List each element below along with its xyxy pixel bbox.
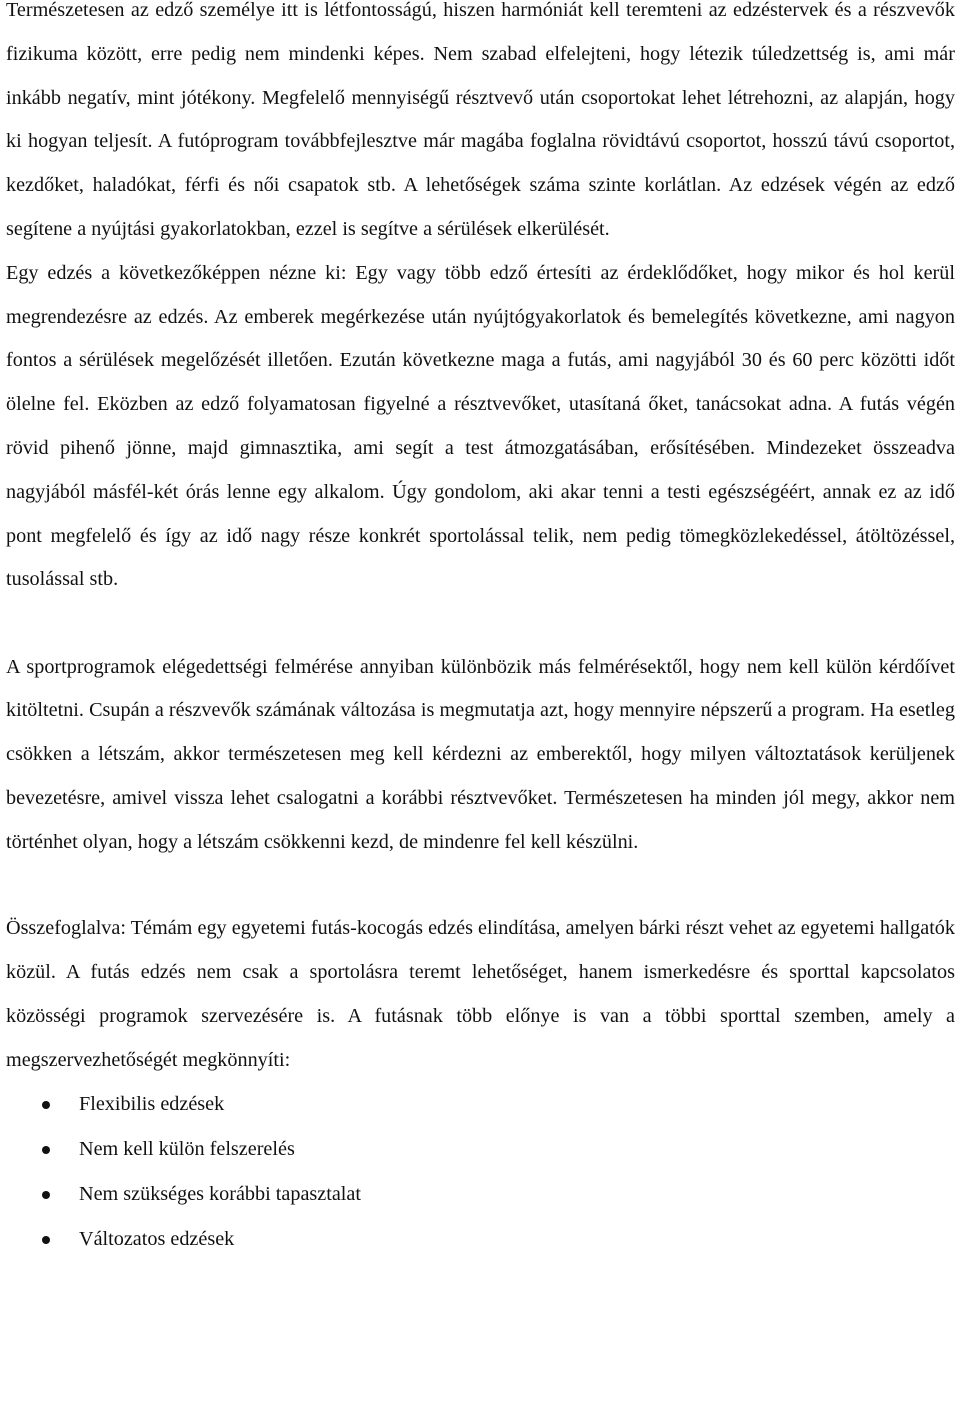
bullet-icon — [42, 1191, 50, 1199]
bullet-icon — [42, 1101, 50, 1109]
paragraph-satisfaction-survey: A sportprogramok elégedettségi felmérése annyiban különbözik más felmérésektől, hogy nem kell külön kérdőívet kitöltetni. Csupán a részvevők számának változása is megmutatja azt, hogy mennyire népszerű a program. Ha esetleg csökken a létszám, akkor természetesen meg kell kérdezni az emberektől, hogy milyen változtatások kerüljenek bevezetésre, amivel vissza lehet csalogatni a korábbi résztvevőket. Természetesen ha minden jól megy, akkor nem történhet olyan, hogy a létszám csökkenni kezd, de mindenre fel kell készülni. — [6, 655, 955, 853]
list-item — [6, 1217, 955, 1262]
list-item-text: Változatos edzések — [79, 1228, 235, 1251]
paragraph-summary: Összefoglalva: Témám egy egyetemi futás-kocogás edzés elindítása, amelyen bárki részt vehet az egyetemi hallgatók közül. A futás edzés nem csak a sportolásra teremt lehetőséget, hanem ismerkedésre és sporttal kapcsolatos közösségi programok szervezésére is. A futásnak több előnye is van a többi sporttal szemben, amely a megszervezhetőségét megkönnyíti: — [6, 917, 955, 1071]
list-item — [6, 1127, 955, 1172]
list-item-text: Nem kell külön felszerelés — [79, 1138, 295, 1161]
bullet-icon — [42, 1146, 50, 1154]
paragraph-trainer: Természetesen az edző személye itt is létfontosságú, hiszen harmóniát kell teremteni az edzéstervek és a részvevők fizikuma között, erre pedig nem mindenki képes. Nem szabad elfelejteni, hogy létezik túledzettség is, ami már inkább negatív, mint jótékony. Megfelelő mennyiségű résztvevő után csoportokat lehet létrehozni, az alapján, hogy ki hogyan teljesít. A futóprogram továbbfejlesztve már magába foglalna rövidtávú csoportot, hosszú távú csoportot, kezdőket, haladókat, férfi és női csapatok stb. A lehetőségek száma szinte korlátlan. Az edzések végén az edző segítene a nyújtási gyakorlatokban, ezzel is segítve a sérülések elkerülését. — [6, 0, 955, 240]
list-item-text: Flexibilis edzések — [79, 1093, 225, 1116]
list-item — [6, 1082, 955, 1127]
advantages-list — [6, 1082, 955, 1262]
bullet-icon — [42, 1236, 50, 1244]
paragraph-training-session: Egy edzés a következőképpen nézne ki: Egy vagy több edző értesíti az érdeklődőket, hogy mikor és hol kerül megrendezésre az edzés. Az emberek megérkezése után nyújtógyakorlatok és bemelegítés következne, ami nagyon fontos a sérülések megelőzését illetően. Ezután következne maga a futás, ami nagyjából 30 és 60 perc közötti időt ölelne fel. Eközben az edző folyamatosan figyelné a résztvevőket, utasítaná őket, tanácsokat adna. A futás végén rövid pihenő jönne, majd gimnasztika, ami segít a test átmozgatásában, erősítésében. Mindezeket összeadva nagyjából másfél-két órás lenne egy alkalom. Úgy gondolom, aki akar tenni a testi egészségéért, annak ez az idő pont megfelelő és így az idő nagy része konkrét sportolással telik, nem pedig tömegközlekedéssel, átöltözéssel, tusolással stb. — [6, 261, 955, 591]
list-item-text: Nem szükséges korábbi tapasztalat — [79, 1183, 361, 1206]
list-item — [6, 1172, 955, 1217]
